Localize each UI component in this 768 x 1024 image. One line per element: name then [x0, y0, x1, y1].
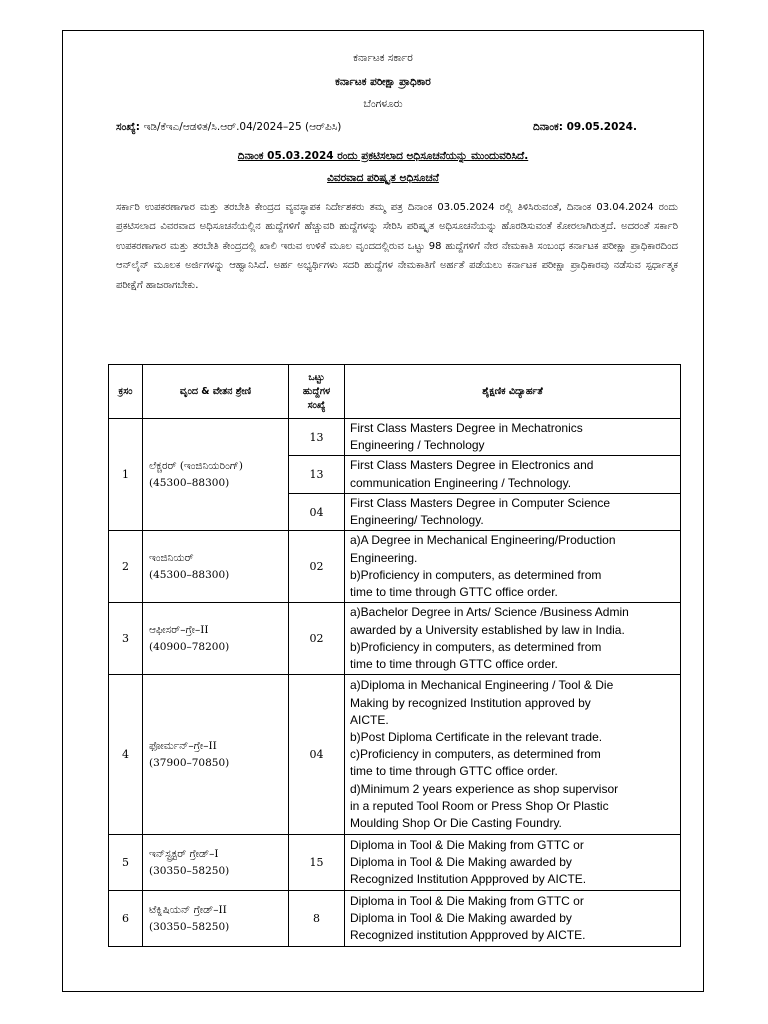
header-serial: ಕ್ರಸಂ	[109, 365, 143, 419]
header-post: ವೃಂದ & ವೇತನ ಶ್ರೇಣಿ	[143, 365, 289, 419]
row-count: 13	[289, 419, 345, 456]
subject-line-2: ವಿವರವಾದ ಪರಿಷ್ಕೃತ ಅಧಿಸೂಚನೆ	[327, 172, 439, 184]
row-qualification: Diploma in Tool & Die Making from GTTC or Diploma in Tool & Die Making awarded by Recognized institution Appproved by AICTE.	[345, 891, 681, 947]
reference-date	[533, 121, 637, 134]
header-government: ಕರ್ನಾಟಕ ಸರ್ಕಾರ	[353, 52, 413, 64]
row-count: 02	[289, 531, 345, 603]
table-header-row	[109, 365, 681, 419]
row-qualification: Diploma in Tool & Die Making from GTTC or Diploma in Tool & Die Making awarded by Recognized Institution Appproved by AICTE.	[345, 835, 681, 891]
reference-number-label: ಸಂಖ್ಯೆ:	[116, 121, 140, 133]
row-post: ಆಫೀಸರ್–ಗ್ರೇ–II (40900–78200)	[143, 603, 289, 675]
reference-number-value: ಇಡಿ/ಕೆಇಎ/ಆಡಳಿತ/ಸಿ.ಆರ್.04/2024–25 (ಆರ್‌ಪಿಸಿ)	[143, 121, 342, 133]
row-qualification: a)A Degree in Mechanical Engineering/Production Engineering. b)Proficiency in computers, as determined from time to time through GTTC office order.	[345, 531, 681, 603]
row-qualification: a)Diploma in Mechanical Engineering / Tool & Die Making by recognized Institution approved by AICTE. b)Post Diploma Certificate in the relevant trade. c)Proficiency in computers, as determined from time to time through GTTC office order. d)Minimum 2 years experience as shop supervisor in a reputed Tool Room or Press Shop Or Plastic Moulding Shop Or Die Casting Foundry.	[345, 675, 681, 835]
row-post: ಲೆಕ್ಚರರ್ (ಇಂಜಿನಿಯರಿಂಗ್) (45300–88300)	[143, 419, 289, 531]
row-serial: 2	[109, 531, 143, 603]
table-row	[109, 603, 681, 675]
row-serial: 3	[109, 603, 143, 675]
reference-number	[116, 121, 341, 134]
table-row	[109, 835, 681, 891]
header-qualification: ಶೈಕ್ಷಣಿಕ ವಿದ್ಯಾರ್ಹತೆ	[345, 365, 681, 419]
body-paragraph: ಸರ್ಕಾರಿ ಉಪಕರಣಾಗಾರ ಮತ್ತು ತರಬೇತಿ ಕೇಂದ್ರದ ವ್ಯವಸ್ಥಾಪಕ ನಿರ್ದೇಶಕರು ತಮ್ಮ ಪತ್ರ ದಿನಾಂಕ 03.05.2024 ರಲ್ಲಿ ತಿಳಿಸಿರುವಂತೆ, ದಿನಾಂಕ 03.04.2024 ರಂದು ಪ್ರಕಟಿಸಲಾದ ವಿವರವಾದ ಅಧಿಸೂಚನೆಯಲ್ಲಿನ ಹುದ್ದೆಗಳಿಗೆ ಹೆಚ್ಚುವರಿ ಹುದ್ದೆಗಳನ್ನು ಸೇರಿಸಿ ಪರಿಷ್ಕೃತ ಅಧಿಸೂಚನೆಯನ್ನು ಹೊರಡಿಸುವಂತೆ ಕೋರಲಾಗಿರುತ್ತದೆ. ಅದರಂತೆ ಸರ್ಕಾರಿ ಉಪಕರಣಾಗಾರ ಮತ್ತು ತರಬೇತಿ ಕೇಂದ್ರದಲ್ಲಿ ಖಾಲಿ ಇರುವ ಉಳಿಕೆ ಮೂಲ ವೃಂದದಲ್ಲಿರುವ ಒಟ್ಟು 98 ಹುದ್ದೆಗಳಿಗೆ ನೇರ ನೇಮಕಾತಿ ಸಂಬಂಧ ಕರ್ನಾಟಕ ಪರೀಕ್ಷಾ ಪ್ರಾಧಿಕಾರದಿಂದ ಆನ್‌ಲೈನ್ ಮೂಲಕ ಅರ್ಜಿಗಳನ್ನು ಆಹ್ವಾನಿಸಿದೆ. ಅರ್ಹ ಅಭ್ಯರ್ಥಿಗಳು ಸದರಿ ಹುದ್ದೆಗಳ ನೇಮಕಾತಿಗೆ ಅರ್ಹತೆ ಪಡೆಯಲು ಕರ್ನಾಟಕ ಪರೀಕ್ಷಾ ಪ್ರಾಧಿಕಾರವು ನಡೆಸುವ ಸ್ಪರ್ಧಾತ್ಮಕ ಪರೀಕ್ಷೆಗೆ ಹಾಜರಾಗಬೇಕು.	[116, 202, 678, 291]
row-count: 15	[289, 835, 345, 891]
row-post: ಇನ್‌ಸ್ಟ್ರಕ್ಟರ್ ಗ್ರೇಡ್–I (30350–58250)	[143, 835, 289, 891]
row-serial: 1	[109, 419, 143, 531]
row-qualification: First Class Masters Degree in Computer Science Engineering/ Technology.	[345, 493, 681, 530]
header-count: ಒಟ್ಟು ಹುದ್ದೆಗಳ ಸಂಖ್ಯೆ	[289, 365, 345, 419]
row-count: 8	[289, 891, 345, 947]
subject-line-1: ದಿನಾಂಕ 05.03.2024 ರಂದು ಪ್ರಕಟಿಸಲಾದ ಅಧಿಸೂಚನೆಯನ್ನು ಮುಂದುವರಿಸಿದೆ.	[237, 150, 529, 162]
table-row	[109, 675, 681, 835]
header-authority: ಕರ್ನಾಟಕ ಪರೀಕ್ಷಾ ಪ್ರಾಧಿಕಾರ	[335, 76, 431, 88]
table-row	[109, 891, 681, 947]
table-row	[109, 531, 681, 603]
row-qualification: a)Bachelor Degree in Arts/ Science /Business Admin awarded by a University established by law in India. b)Proficiency in computers, as determined from time to time through GTTC office order.	[345, 603, 681, 675]
row-count: 13	[289, 456, 345, 493]
posts-table	[108, 364, 681, 947]
table-row	[109, 419, 681, 456]
row-serial: 4	[109, 675, 143, 835]
row-qualification: First Class Masters Degree in Mechatronics Engineering / Technology	[345, 419, 681, 456]
row-serial: 6	[109, 891, 143, 947]
header-city: ಬೆಂಗಳೂರು	[363, 98, 403, 110]
row-post: ಟೆಕ್ನಿಷಿಯನ್ ಗ್ರೇಡ್–II (30350–58250)	[143, 891, 289, 947]
reference-date-value: 09.05.2024.	[566, 121, 637, 133]
row-post: ಫೋರ್ಮನ್–ಗ್ರೇ–II (37900–70850)	[143, 675, 289, 835]
row-count: 04	[289, 675, 345, 835]
row-count: 02	[289, 603, 345, 675]
row-qualification: First Class Masters Degree in Electronics and communication Engineering / Technology.	[345, 456, 681, 493]
row-count: 04	[289, 493, 345, 530]
row-post: ಇಂಜಿನಿಯರ್ (45300–88300)	[143, 531, 289, 603]
reference-date-label: ದಿನಾಂಕ:	[533, 121, 563, 133]
row-serial: 5	[109, 835, 143, 891]
